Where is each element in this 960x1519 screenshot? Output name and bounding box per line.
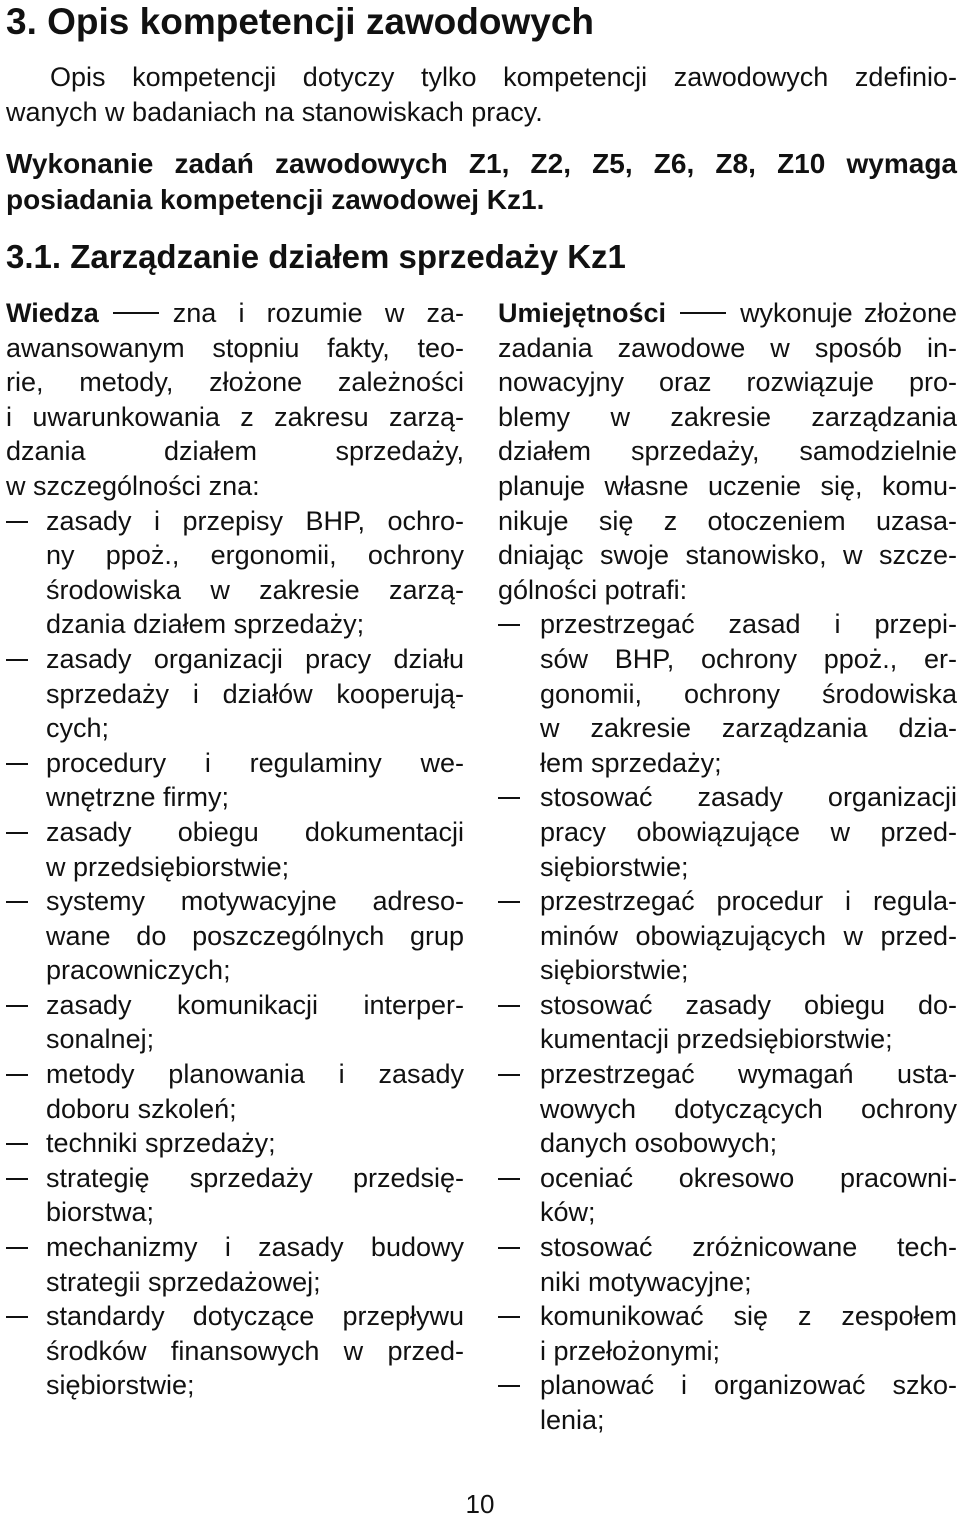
dash-bullet: [6, 1178, 28, 1180]
knowledge-item-line: procedury i regulaminy we-: [46, 747, 464, 778]
skills-item: [498, 780, 957, 884]
intro-line: Opis kompetencji dotyczy tylko kompetencji zawodowych zdefinio-: [50, 62, 957, 92]
skills-item-line: danych osobowych;: [540, 1128, 778, 1159]
skills-item-line: stosować zasady obiegu do-: [540, 989, 957, 1020]
skills-item-line: wowych dotyczących ochrony: [540, 1093, 957, 1124]
skills-item-line: przestrzegać wymagań usta-: [540, 1059, 957, 1090]
skills-item-line: przestrzegać procedur i regula-: [540, 886, 957, 917]
skills-line: zadania zawodowe w sposób in-: [498, 332, 957, 363]
dash-bullet: [6, 521, 28, 523]
knowledge-line: i uwarunkowania z zakresu zarzą-: [6, 401, 464, 432]
knowledge-column: [6, 296, 464, 1403]
dash-separator: [680, 312, 726, 314]
skills-item: [498, 988, 957, 1057]
dash-bullet: [498, 1247, 520, 1249]
skills-item-line: gonomii, ochrony środowiska: [540, 678, 957, 709]
skills-item: [498, 1299, 957, 1368]
dash-bullet: [498, 1074, 520, 1076]
skills-item-line: w zakresie zarządzania dzia-: [540, 713, 957, 744]
knowledge-item-line: w przedsiębiorstwie;: [46, 851, 290, 882]
knowledge-item: [6, 1230, 464, 1299]
knowledge-item: [6, 1161, 464, 1230]
dash-bullet: [6, 659, 28, 661]
knowledge-item-line: środowiska w zakresie zarzą-: [46, 574, 464, 605]
knowledge-item-line: zasady organizacji pracy działu: [46, 643, 464, 674]
skills-item-line: ków;: [540, 1197, 596, 1228]
dash-bullet: [6, 1247, 28, 1249]
dash-bullet: [6, 1143, 28, 1145]
intro-paragraph: [6, 60, 957, 130]
skills-item-line: komunikować się z zespołem: [540, 1301, 957, 1332]
knowledge-item-line: dzania działem sprzedaży;: [46, 609, 365, 640]
skills-item-line: minów obowiązujących w przed-: [540, 920, 957, 951]
skills-line: działem sprzedaży, samodzielnie: [498, 436, 957, 467]
skills-item-line: oceniać okresowo pracowni-: [540, 1162, 957, 1193]
dash-bullet: [498, 797, 520, 799]
skills-item-line: stosować zróżnicowane tech-: [540, 1232, 957, 1263]
dash-bullet: [6, 832, 28, 834]
knowledge-item-line: biorstwa;: [46, 1197, 155, 1228]
knowledge-item: [6, 988, 464, 1057]
knowledge-line: dzania działem sprzedaży,: [6, 436, 464, 467]
dash-bullet: [498, 1005, 520, 1007]
skills-line-1: [498, 296, 957, 331]
skills-item-line: sów BHP, ochrony ppoż., er-: [540, 643, 957, 674]
skills-item-line: pracy obowiązujące w przed-: [540, 816, 957, 847]
knowledge-item-line: mechanizmy i zasady budowy: [46, 1232, 464, 1263]
knowledge-line: awansowanym stopniu fakty, teo-: [6, 332, 464, 363]
knowledge-item-line: strategię sprzedaży przedsię-: [46, 1162, 464, 1193]
skills-line: planuje własne uczenie się, komu-: [498, 470, 957, 501]
knowledge-item-line: wane do poszczególnych grup: [46, 920, 464, 951]
knowledge-item-line: strategii sprzedażowej;: [46, 1266, 321, 1297]
knowledge-item-line: sonalnej;: [46, 1024, 155, 1055]
knowledge-item-line: zasady komunikacji interper-: [46, 989, 464, 1020]
knowledge-item: [6, 815, 464, 884]
knowledge-item-line: sprzedaży i działów kooperują-: [46, 678, 464, 709]
knowledge-item: [6, 1299, 464, 1403]
dash-bullet: [6, 1074, 28, 1076]
dash-bullet: [498, 901, 520, 903]
knowledge-item-line: doboru szkoleń;: [46, 1093, 237, 1124]
skills-item: [498, 1230, 957, 1299]
knowledge-item: [6, 504, 464, 642]
knowledge-item: [6, 884, 464, 988]
knowledge-item-line: pracowniczych;: [46, 955, 231, 986]
skills-item-line: przestrzegać zasad i przepi-: [540, 609, 957, 640]
knowledge-item-line: zasady obiegu dokumentacji: [46, 816, 464, 847]
knowledge-line: w szczególności zna:: [6, 470, 260, 501]
skills-list: [498, 607, 957, 1437]
knowledge-item-line: środków finansowych w przed-: [46, 1335, 464, 1366]
knowledge-paragraph: [6, 296, 464, 504]
skills-line: nikuje się z otoczeniem uzasa-: [498, 505, 957, 536]
skills-item-line: i przełożonymi;: [540, 1335, 721, 1366]
knowledge-line-1: [6, 296, 464, 331]
skills-line: gólności potrafi:: [498, 574, 688, 605]
knowledge-term: Wiedza: [6, 298, 99, 328]
section-title: 3. Opis kompetencji zawodowych: [6, 1, 595, 42]
skills-line: nowacyjny oraz rozwiązuje pro-: [498, 367, 957, 398]
skills-item-line: stosować zasady organizacji: [540, 782, 957, 813]
skills-line: dniając swoje stanowisko, w szcze-: [498, 540, 957, 571]
skills-term: Umiejętności: [498, 298, 667, 328]
dash-bullet: [6, 901, 28, 903]
knowledge-item: [6, 1126, 464, 1161]
intro-line: wanych w badaniach na stanowiskach pracy.: [6, 97, 543, 127]
dash-bullet: [6, 1316, 28, 1318]
skills-column: [498, 296, 957, 1438]
skills-item: [498, 1057, 957, 1161]
skills-item: [498, 1161, 957, 1230]
knowledge-item-line: metody planowania i zasady: [46, 1059, 464, 1090]
dash-bullet: [498, 1385, 520, 1387]
knowledge-text: zna i rozumie w za-: [172, 298, 464, 328]
skills-item-line: kumentacji przedsiębiorstwie;: [540, 1024, 893, 1055]
knowledge-item-line: standardy dotyczące przepływu: [46, 1301, 464, 1332]
requirement-line: posiadania kompetencji zawodowej Kz1.: [6, 184, 545, 215]
knowledge-line: rie, metody, złożone zależności: [6, 367, 464, 398]
requirement-line: Wykonanie zadań zawodowych Z1, Z2, Z5, Z6, Z8, Z10 wymaga: [6, 148, 957, 179]
skills-item: [498, 607, 957, 780]
knowledge-item-line: cych;: [46, 713, 110, 744]
knowledge-item-line: siębiorstwie;: [46, 1370, 195, 1401]
skills-item-line: lenia;: [540, 1405, 605, 1435]
knowledge-list: [6, 504, 464, 1403]
knowledge-item: [6, 642, 464, 746]
skills-text: wykonuje złożone: [740, 298, 957, 328]
knowledge-item: [6, 1057, 464, 1126]
skills-item-line: łem sprzedaży;: [540, 747, 722, 778]
skills-item-line: siębiorstwie;: [540, 955, 689, 986]
subsection-title: 3.1. Zarządzanie działem sprzedaży Kz1: [6, 238, 626, 275]
skills-item: [498, 1368, 957, 1437]
skills-item-line: niki motywacyjne;: [540, 1266, 752, 1297]
dash-bullet: [6, 1005, 28, 1007]
skills-line: blemy w zakresie zarządzania: [498, 401, 957, 432]
requirement-paragraph: [6, 146, 957, 218]
skills-item-line: siębiorstwie;: [540, 851, 689, 882]
skills-item-line: planować i organizować szko-: [540, 1370, 957, 1401]
knowledge-item-line: ny ppoż., ergonomii, ochrony: [46, 540, 464, 571]
knowledge-item: [6, 746, 464, 815]
dash-bullet: [498, 624, 520, 626]
page-number: 10: [465, 1489, 495, 1519]
skills-item: [498, 884, 957, 988]
dash-bullet: [498, 1178, 520, 1180]
knowledge-item-line: zasady i przepisy BHP, ochro-: [46, 505, 464, 536]
knowledge-item-line: techniki sprzedaży;: [46, 1128, 276, 1159]
dash-bullet: [498, 1316, 520, 1318]
knowledge-item-line: wnętrzne firmy;: [46, 782, 230, 813]
dash-bullet: [6, 763, 28, 765]
knowledge-item-line: systemy motywacyjne adreso-: [46, 886, 464, 917]
dash-separator: [113, 312, 159, 314]
skills-paragraph: [498, 296, 957, 607]
